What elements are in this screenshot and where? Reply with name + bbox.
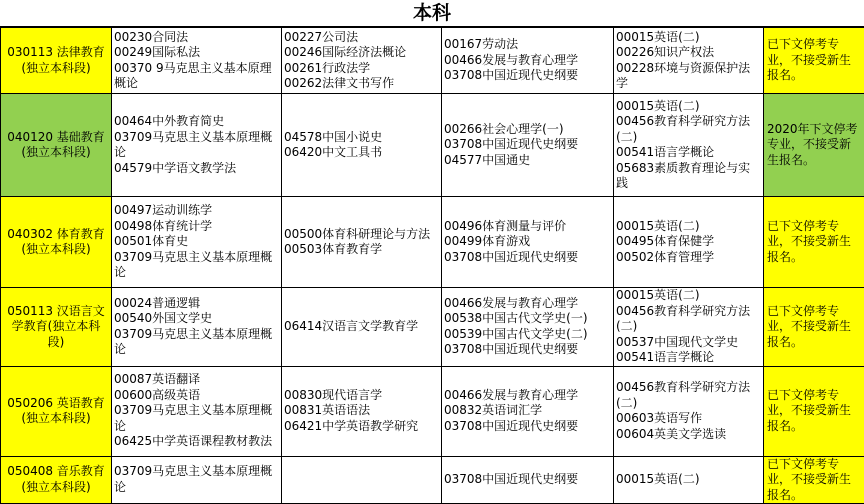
table-row	[1, 197, 864, 288]
course-cell	[442, 28, 614, 94]
course-item: 00501体育史	[114, 234, 189, 249]
course-item: 00456教育科学研究方法(二)	[616, 303, 751, 333]
course-item: 00370 9马克思主义基本原理概论	[114, 60, 272, 90]
course-item: 00831英语语法	[284, 403, 371, 418]
course-item: 06421中学英语教学研究	[284, 418, 419, 433]
course-cell	[112, 94, 282, 197]
course-item: 03709马克思主义基本原理概论	[114, 464, 273, 494]
course-cell	[112, 197, 282, 288]
course-item: 00541语言学概论	[616, 350, 715, 364]
course-item: 00496体育测量与评价	[444, 218, 567, 233]
course-item: 00266社会心理学(一)	[444, 121, 564, 136]
course-item: 00228环境与资源保护法学	[616, 60, 751, 90]
course-item: 00015英语(二)	[616, 29, 700, 44]
course-item: 06425中学英语课程教材教法	[114, 434, 273, 449]
major-cell: 030113 法律教育(独立本科段)	[1, 28, 112, 94]
course-item: 00466发展与教育心理学	[444, 52, 579, 67]
course-item: 05683素质教育理论与实践	[616, 160, 751, 190]
major-cell: 040302 体育教育(独立本科段)	[1, 197, 112, 288]
status-note: 已下文停考专业，不接受新生报名。	[764, 288, 864, 367]
course-item: 00246国际经济法概论	[284, 45, 407, 59]
table-row	[1, 94, 864, 197]
course-item: 00603英语写作	[616, 411, 703, 425]
course-item: 00498体育统计学	[114, 218, 213, 233]
course-item: 00500体育科研理论与方法	[284, 226, 431, 241]
course-item: 04578中国小说史	[284, 129, 383, 144]
major-cell: 050206 英语教育(独立本科段)	[1, 366, 112, 456]
course-item: 00497运动训练学	[114, 203, 213, 218]
status-note: 已下文停考专业，不接受新生报名。	[764, 456, 864, 504]
course-item: 00464中外教育简史	[114, 114, 225, 128]
status-note: 已下文停考专业，不接受新生报名。	[764, 197, 864, 288]
course-item: 00261行政法学	[284, 60, 371, 75]
course-table-body	[1, 28, 864, 504]
course-item: 03708中国近现代史纲要	[444, 472, 579, 486]
course-cell	[614, 94, 764, 197]
page-title: 本科	[0, 0, 864, 27]
course-item: 00249国际私法	[114, 45, 201, 59]
course-item: 03708中国近现代史纲要	[444, 249, 579, 264]
course-cell	[442, 288, 614, 367]
course-item: 03708中国近现代史纲要	[444, 342, 579, 357]
course-item: 00503体育教育学	[284, 242, 383, 256]
course-item: 00015英语(二)	[616, 288, 700, 302]
course-item: 00495体育保健学	[616, 234, 715, 249]
course-item: 00015英语(二)	[616, 98, 700, 113]
course-item: 03708中国近现代史纲要	[444, 418, 579, 433]
table-row	[1, 366, 864, 456]
course-item: 03709马克思主义基本原理概论	[114, 403, 273, 433]
course-item: 00600高级英语	[114, 387, 201, 402]
course-item: 00499体育游戏	[444, 234, 531, 249]
course-cell	[112, 456, 282, 504]
major-cell: 050408 音乐教育(独立本科段)	[1, 456, 112, 504]
course-cell	[282, 197, 442, 288]
course-item: 00226知识产权法	[616, 45, 715, 59]
course-cell	[442, 94, 614, 197]
course-table	[0, 27, 864, 504]
course-cell	[442, 456, 614, 504]
course-item: 00456教育科学研究方法(二)	[616, 380, 751, 410]
course-cell	[282, 456, 442, 504]
course-item: 03708中国近现代史纲要	[444, 68, 579, 83]
status-note: 2020年下文停考专业，不接受新生报名。	[764, 94, 864, 197]
course-cell	[442, 197, 614, 288]
course-item: 00538中国古代文学史(一)	[444, 311, 588, 326]
course-cell	[282, 366, 442, 456]
status-note: 已下文停考专业，不接受新生报名。	[764, 28, 864, 94]
course-item: 03709马克思主义基本原理概论	[114, 129, 273, 159]
course-item: 00537中国现代文学史	[616, 334, 739, 349]
course-item: 00456教育科学研究方法(二)	[616, 114, 751, 144]
course-item: 04577中国通史	[444, 152, 531, 167]
status-note: 已下文停考专业，不接受新生报名。	[764, 366, 864, 456]
course-item: 00540外国文学史	[114, 311, 213, 326]
course-item: 06420中文工具书	[284, 145, 383, 159]
course-cell	[282, 94, 442, 197]
course-item: 00539中国古代文学史(二)	[444, 326, 588, 341]
course-cell	[112, 288, 282, 367]
course-cell	[614, 366, 764, 456]
course-cell	[112, 366, 282, 456]
course-cell	[282, 288, 442, 367]
course-item: 00024普通逻辑	[114, 295, 201, 310]
course-cell	[614, 456, 764, 504]
course-item: 00167劳动法	[444, 37, 519, 52]
course-cell	[442, 366, 614, 456]
course-item: 04579中学语文教学法	[114, 160, 237, 175]
course-item: 03709马克思主义基本原理概论	[114, 326, 273, 357]
course-cell	[614, 197, 764, 288]
course-item: 00262法律文书写作	[284, 76, 395, 90]
course-item: 00227公司法	[284, 29, 359, 44]
course-cell	[614, 288, 764, 367]
course-item: 03708中国近现代史纲要	[444, 137, 579, 152]
table-row	[1, 456, 864, 504]
major-cell: 050113 汉语言文学教育(独立本科段)	[1, 288, 112, 367]
major-cell: 040120 基础教育(独立本科段)	[1, 94, 112, 197]
course-item: 00541语言学概论	[616, 145, 715, 159]
course-item: 00230合同法	[114, 29, 189, 44]
course-cell	[282, 28, 442, 94]
course-item: 00604英美文学选读	[616, 426, 727, 441]
course-item: 00015英语(二)	[616, 218, 700, 233]
table-row	[1, 288, 864, 367]
course-item: 00466发展与教育心理学	[444, 387, 579, 402]
course-item: 00087英语翻译	[114, 372, 201, 387]
course-item: 03709马克思主义基本原理概论	[114, 249, 273, 280]
course-cell	[614, 28, 764, 94]
course-item: 00832英语词汇学	[444, 403, 543, 418]
course-item: 00015英语(二)	[616, 472, 700, 486]
course-item: 00830现代语言学	[284, 387, 383, 402]
course-item: 00466发展与教育心理学	[444, 295, 579, 310]
course-cell	[112, 28, 282, 94]
table-row	[1, 28, 864, 94]
course-item: 00502体育管理学	[616, 249, 715, 264]
course-item: 06414汉语言文学教育学	[284, 319, 419, 333]
